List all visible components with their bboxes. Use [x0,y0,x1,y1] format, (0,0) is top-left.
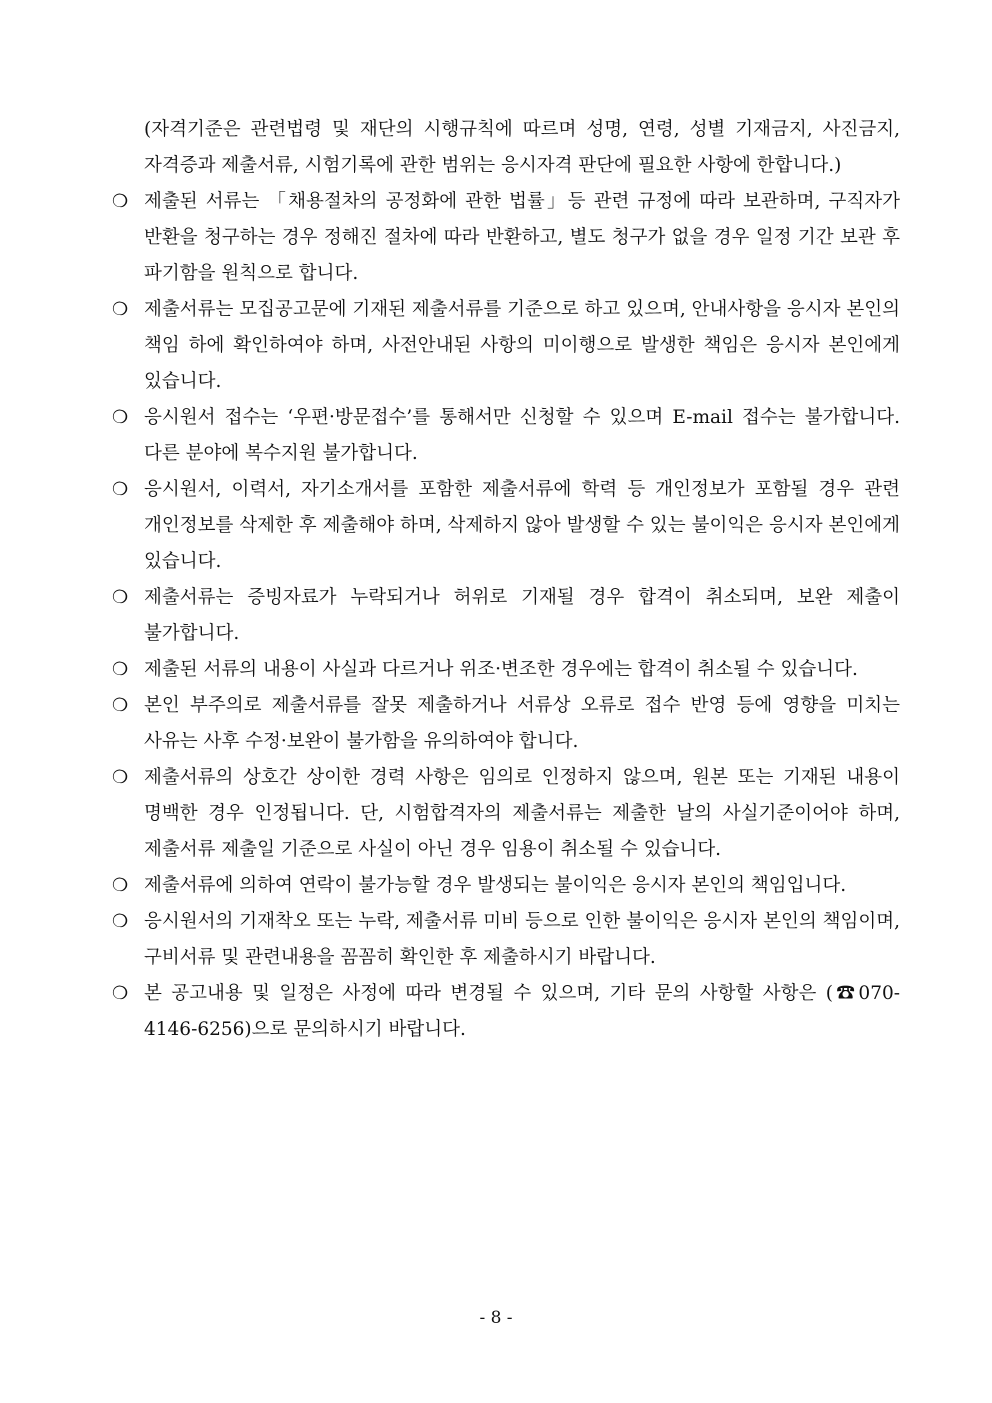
circle-bullet-icon: ❍ [112,767,129,788]
list-item [110,904,900,976]
list-item [110,184,900,292]
circle-bullet-icon: ❍ [112,983,129,1004]
list-item-text: 본인 부주의로 제출서류를 잘못 제출하거나 서류상 오류로 접수 반영 등에 영향을 미치는 사유는 사후 수정·보완이 불가함을 유의하여야 합니다. [144,695,900,752]
list-item-text: 제출서류의 상호간 상이한 경력 사항은 임의로 인정하지 않으며, 원본 또는 기재된 내용이 명백한 경우 인정됩니다. 단, 시험합격자의 제출서류는 제출한 날의 사실기준이어야 하며, 제출서류 제출일 기준으로 사실이 아닌 경우 임용이 취소될 수 있습니다. [144,767,900,860]
circle-bullet-icon: ❍ [112,479,129,500]
circle-bullet-icon: ❍ [112,587,129,608]
document-body [110,112,900,1048]
list-item [110,688,900,760]
list-item [110,868,900,904]
list-item-text: 제출서류는 모집공고문에 기재된 제출서류를 기준으로 하고 있으며, 안내사항을 응시자 본인의 책임 하에 확인하여야 하며, 사전안내된 사항의 미이행으로 발생한 책임은 응시자 본인에게 있습니다. [144,299,900,392]
list-item-text: 제출된 서류의 내용이 사실과 다르거나 위조·변조한 경우에는 합격이 취소될 수 있습니다. [144,659,858,680]
circle-bullet-icon: ❍ [112,911,129,932]
notice-list [110,184,900,1048]
circle-bullet-icon: ❍ [112,875,129,896]
circle-bullet-icon: ❍ [112,191,129,212]
list-item [110,976,900,1048]
list-item-text: 응시원서의 기재착오 또는 누락, 제출서류 미비 등으로 인한 불이익은 응시자 본인의 책임이며, 구비서류 및 관련내용을 꼼꼼히 확인한 후 제출하시기 바랍니다. [144,911,900,968]
list-item-text: 제출서류는 증빙자료가 누락되거나 허위로 기재될 경우 합격이 취소되며, 보완 제출이 불가합니다. [144,587,900,644]
list-item [110,292,900,400]
intro-paragraph: (자격기준은 관련법령 및 재단의 시행규칙에 따르며 성명, 연령, 성별 기재금지, 사진금지, 자격증과 제출서류, 시험기록에 관한 범위는 응시자격 판단에 필요한 사항에 한합니다.) [144,119,900,176]
list-item [110,760,900,868]
circle-bullet-icon: ❍ [112,695,129,716]
circle-bullet-icon: ❍ [112,659,129,680]
list-item [110,400,900,472]
list-item-text: 응시원서 접수는 ‘우편·방문접수’를 통해서만 신청할 수 있으며 E-mail 접수는 불가합니다. 다른 분야에 복수지원 불가합니다. [144,407,900,464]
list-item [110,580,900,652]
circle-bullet-icon: ❍ [112,299,129,320]
list-item-text: 제출된 서류는 「채용절차의 공정화에 관한 법률」등 관련 규정에 따라 보관하며, 구직자가 반환을 청구하는 경우 정해진 절차에 따라 반환하고, 별도 청구가 없을 경우 일정 기간 보관 후 파기함을 원칙으로 합니다. [144,191,900,284]
list-item [110,472,900,580]
page-number: - 8 - [479,1308,513,1328]
circle-bullet-icon: ❍ [112,407,129,428]
list-item-text: 본 공고내용 및 일정은 사정에 따라 변경될 수 있으며, 기타 문의 사항할 사항은 (☎070-4146-6256)으로 문의하시기 바랍니다. [144,983,900,1040]
list-item-text: 제출서류에 의하여 연락이 불가능할 경우 발생되는 불이익은 응시자 본인의 책임입니다. [144,875,847,896]
list-item-text: 응시원서, 이력서, 자기소개서를 포함한 제출서류에 학력 등 개인정보가 포함될 경우 관련 개인정보를 삭제한 후 제출해야 하며, 삭제하지 않아 발생할 수 있는 불이익은 응시자 본인에게 있습니다. [144,479,900,572]
list-item [110,652,900,688]
